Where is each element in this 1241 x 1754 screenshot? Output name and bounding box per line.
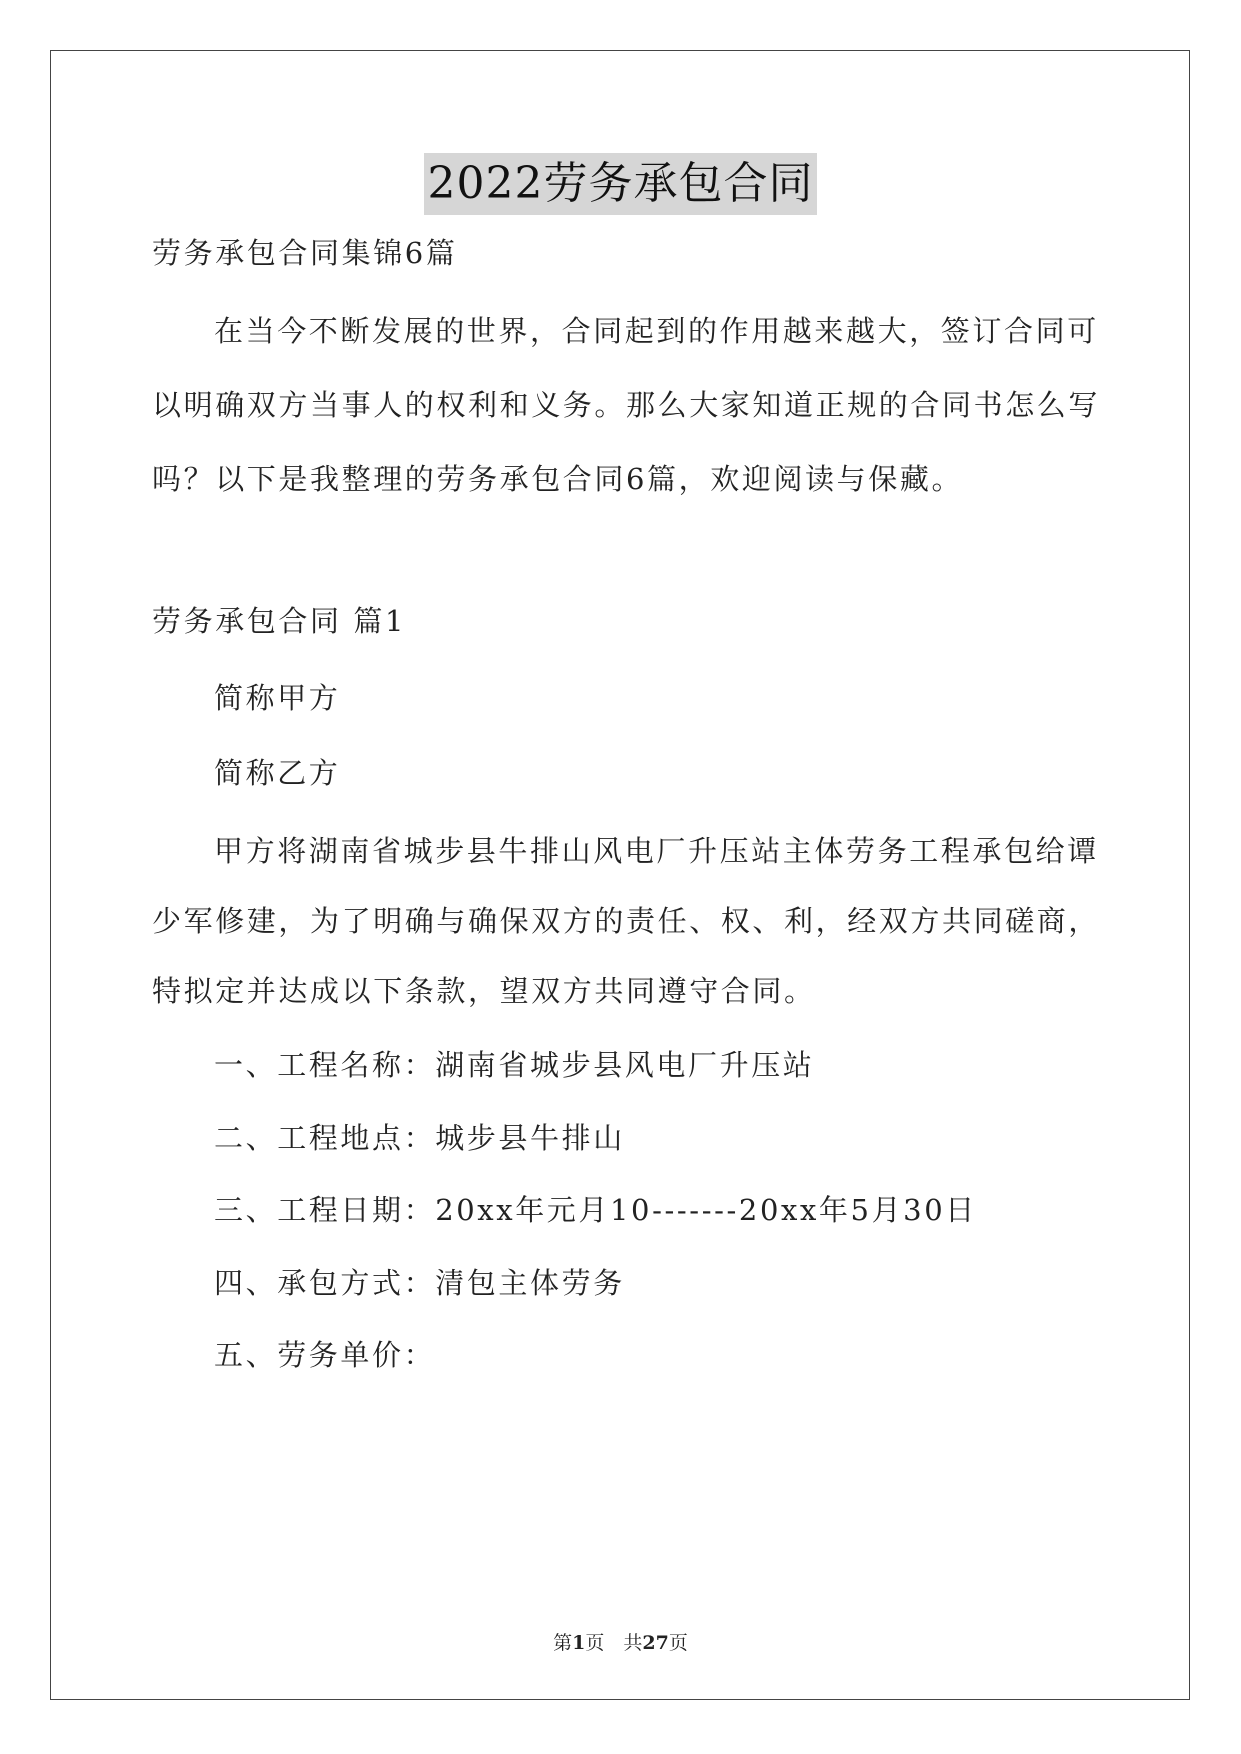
- total-page-count: 27: [642, 1632, 669, 1654]
- clause-item: 二、工程地点：城步县牛排山: [214, 1121, 625, 1155]
- page-border: [50, 50, 1190, 1700]
- body-line-3: 特拟定并达成以下条款，望双方共同遵守合同。: [152, 974, 816, 1008]
- intro-line-3: 吗？以下是我整理的劳务承包合同6篇，欢迎阅读与保藏。: [152, 462, 964, 496]
- clause-item: 一、工程名称：湖南省城步县风电厂升压站: [214, 1048, 815, 1082]
- title-block: [0, 153, 1241, 215]
- body-line-2: 少军修建，为了明确与确保双方的责任、权、利，经双方共同磋商，: [152, 904, 1101, 938]
- section-heading: 劳务承包合同 篇1: [152, 604, 407, 638]
- document-title: 2022劳务承包合同: [424, 153, 818, 215]
- body-line-1: 甲方将湖南省城步县牛排山风电厂升压站主体劳务工程承包给谭: [214, 834, 1099, 868]
- footer-mid: 页 共: [585, 1632, 643, 1654]
- party-a-line: 简称甲方: [214, 681, 341, 715]
- clause-item: 五、劳务单价：: [214, 1338, 436, 1372]
- clause-item: 四、承包方式：清包主体劳务: [214, 1266, 625, 1300]
- footer-suffix: 页: [668, 1632, 688, 1654]
- page-footer: [0, 1628, 1241, 1655]
- current-page-number: 1: [572, 1632, 586, 1654]
- clause-item: 三、工程日期：20xx年元月10-------20xx年5月30日: [214, 1193, 977, 1227]
- intro-line-2: 以明确双方当事人的权利和义务。那么大家知道正规的合同书怎么写: [152, 388, 1101, 422]
- intro-line-1: 在当今不断发展的世界，合同起到的作用越来越大，签订合同可: [214, 314, 1099, 348]
- document-subtitle: 劳务承包合同集锦6篇: [152, 236, 458, 270]
- footer-prefix: 第: [553, 1632, 573, 1654]
- party-b-line: 简称乙方: [214, 756, 341, 790]
